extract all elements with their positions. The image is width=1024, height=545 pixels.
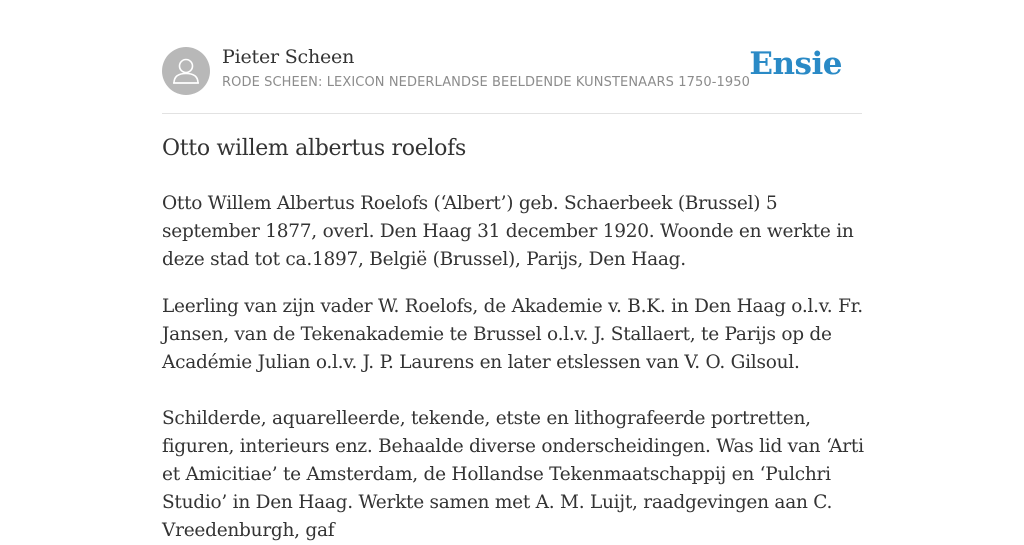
- ensie-logo[interactable]: Ensie: [749, 46, 842, 82]
- article-paragraph: Otto Willem Albertus Roelofs (‘Albert’) geb. Schaerbeek (Brussel) 5 september 1877, overl. Den Haag 31 december 1920. Woonde en werkte in deze stad tot ca.1897, België (Brussel), Parijs, Den Haag.: [162, 193, 854, 270]
- article-body-block: [162, 293, 867, 545]
- page-title: Otto willem albertus roelofs: [162, 136, 466, 161]
- article-paragraph: Leerling van zijn vader W. Roelofs, de Akademie v. B.K. in Den Haag o.l.v. Fr. Jansen, van de Tekenakademie te Brussel o.l.v. J. Stallaert, te Parijs op de Académie Julian o.l.v. J. P. Laurens en later etslessen van V. O. Gilsoul.: [162, 296, 863, 373]
- article-paragraph: Schilderde, aquarelleerde, tekende, etste en lithografeerde portretten, figuren, interieurs enz. Behaalde diverse onderscheidingen. Was lid van ‘Arti et Amicitiae’ te Amsterdam, de Hollandse Tekenmaatschappij en ‘Pulchri Studio’ in Den Haag. Werkte samen met A. M. Luijt, raadgevingen aan C. Vreedenburgh, gaf: [162, 408, 864, 541]
- author-name[interactable]: Pieter Scheen: [222, 46, 355, 68]
- source-title[interactable]: RODE SCHEEN: LEXICON NEDERLANDSE BEELDENDE KUNSTENAARS 1750-1950: [222, 75, 750, 90]
- avatar[interactable]: [162, 47, 210, 95]
- article-header: [162, 0, 862, 114]
- article-container: [162, 0, 864, 541]
- user-silhouette-icon: [162, 47, 210, 95]
